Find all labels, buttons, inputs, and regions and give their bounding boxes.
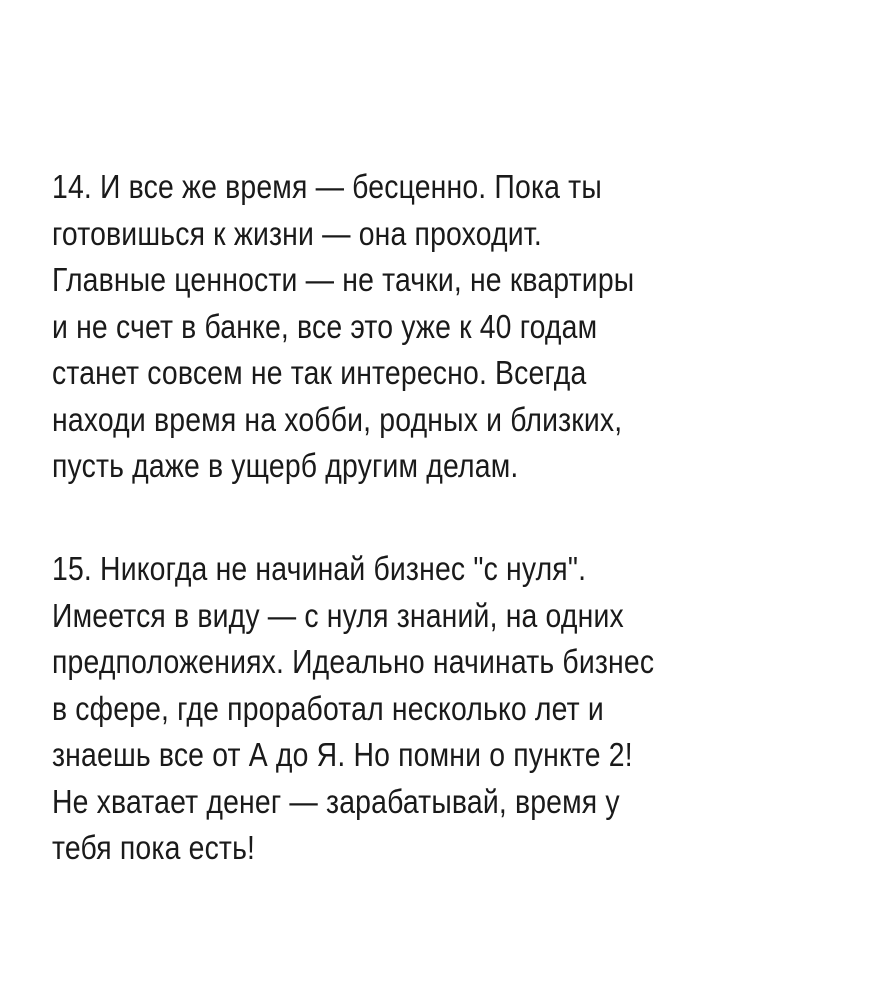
text-line: тебя пока есть! (52, 829, 256, 866)
text-line: предположениях. Идеально начинать бизнес (52, 643, 655, 680)
text-line: Главные ценности — не тачки, не квартиры (52, 261, 635, 298)
text-line: и не счет в банке, все это уже к 40 годам (52, 307, 598, 345)
text-line: находи время на хобби, родных и близких, (52, 400, 623, 438)
text-line: Имеется в виду — с нуля знаний, на одних (52, 596, 624, 634)
paragraph-15 (52, 546, 752, 872)
text-line: 15. Никогда не начинай бизнес "с нуля". (52, 550, 587, 587)
text-line: Не хватает денег — зарабатывай, время у (52, 782, 620, 820)
text-line: знаешь все от А до Я. Но помни о пункте 2! (52, 736, 633, 773)
text-line: пусть даже в ущерб другим делам. (52, 447, 519, 484)
paragraph-14 (52, 164, 729, 490)
text-line: станет совсем не так интересно. Всегда (52, 354, 587, 391)
text-line: готовишься к жизни — она проходит. (52, 214, 542, 252)
text-line: в сфере, где проработал несколько лет и (52, 689, 604, 727)
text-line: 14. И все же время — бесценно. Пока ты (52, 168, 602, 205)
